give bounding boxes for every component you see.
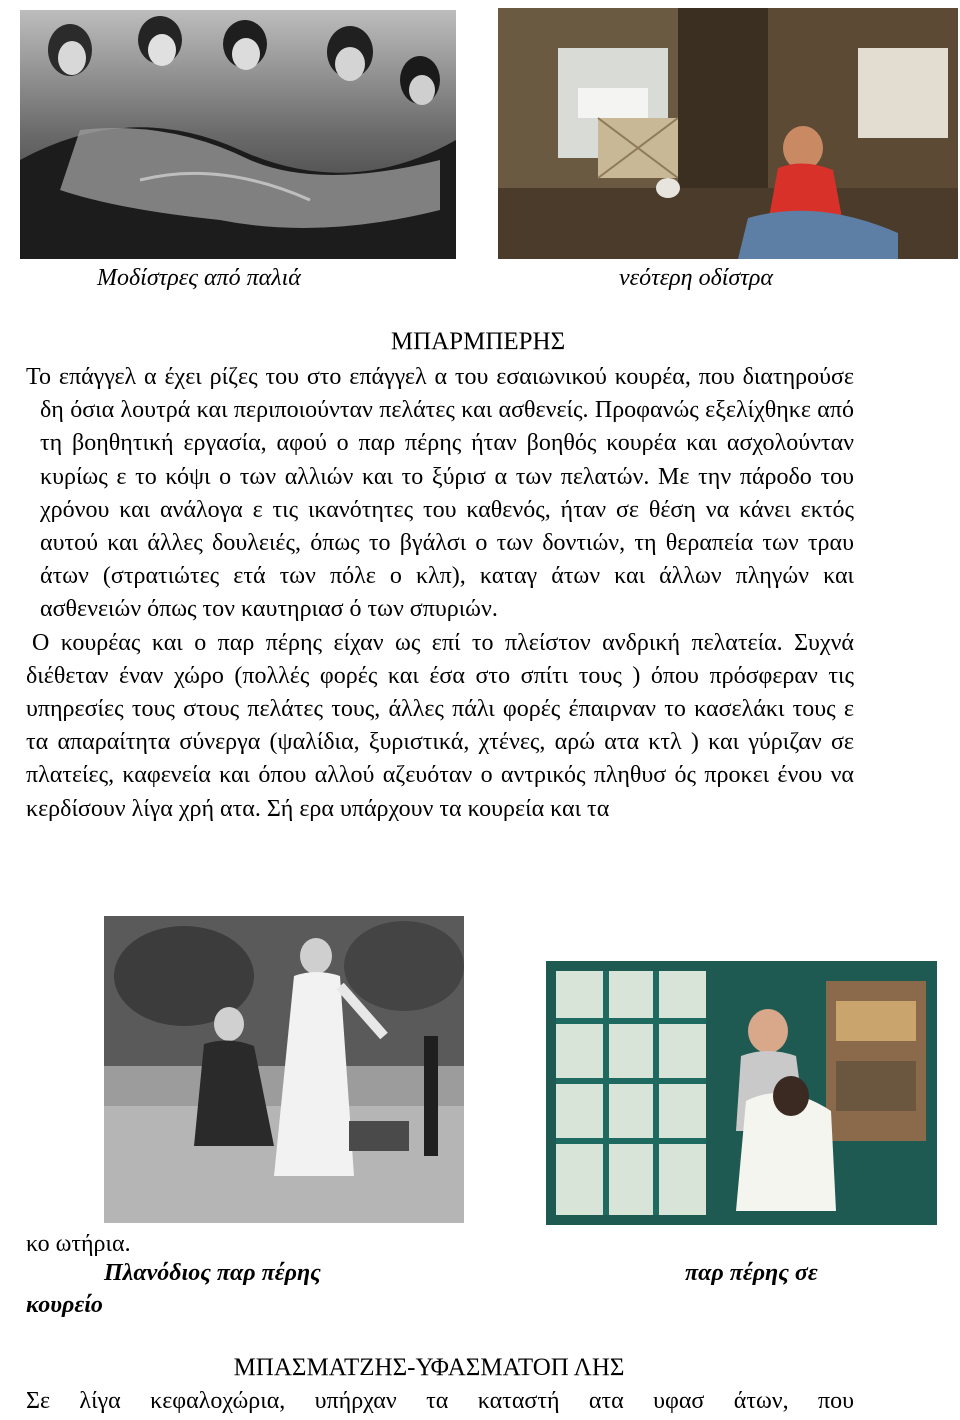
photo-barber-shop <box>546 961 937 1225</box>
barber-paragraph-1: Το επάγγελ α έχει ρίζες του στο επάγγελ α του εσαιωνικού κουρέα, που διατηρούσε δη όσια λουτρά και περιποιούνταν πελάτες και ασθενείς. Προφανώς εξελίχθηκε από τη βοηθητική εργασία, αφού ο παρ πέρης ήταν βοηθός κουρέα και ασχολούνταν κυρίως ε το κόψι ο των αλλιών και το ξύρισ α των πελατών. Με την πάροδο του χρόνου και ανάλογα ε τις ικανότητες του καθενός, ήταν σε θέση να κάνει εκτός αυτού και άλλες δουλειές, όπως το βγάλσι ο των δοντιών, τη θεραπεία των τραυ άτων (στρατιώτες ετά των πόλε ο κλπ), καταγ άτων και άλλων πληγών και ασθενειών όπως τον καυτηριασ ό των σπυριών. <box>26 364 854 623</box>
caption-old-dressmakers: Μοδίστρες από παλιά <box>97 265 301 291</box>
caption-barber-shop-line1: παρ πέρης σε <box>685 1260 818 1286</box>
caption-barber-shop-line2: κουρείο <box>26 1292 103 1318</box>
itinerant-barber-image <box>104 916 464 1223</box>
barber-continuation-text: κο ωτήρια. <box>26 1231 131 1257</box>
fabric-seller-text <box>26 1385 854 1418</box>
fabric-seller-paragraph-1: Σε λίγα κεφαλοχώρια, υπήρχαν τα καταστή ατα υφασ άτων, που <box>26 1388 854 1414</box>
photo-modern-dressmaker <box>498 8 958 259</box>
old-dressmakers-image <box>20 10 456 259</box>
photo-itinerant-barber <box>104 916 464 1223</box>
photo-old-dressmakers <box>20 10 456 259</box>
caption-modern-dressmaker: νεότερη οδίστρα <box>619 265 773 291</box>
modern-dressmaker-image <box>498 8 958 259</box>
barber-shop-image <box>546 961 937 1225</box>
caption-itinerant-barber: Πλανόδιος παρ πέρης <box>104 1260 321 1286</box>
section-title-barber: ΜΠΑΡΜΠΕΡΗΣ <box>390 328 566 355</box>
barber-continuation <box>26 1228 854 1261</box>
section-title-fabric-seller: ΜΠΑΣΜΑΤΖΗΣ-ΥΦΑΣΜΑΤΟΠ ΛΗΣ <box>233 1354 625 1381</box>
barber-paragraph-2: Ο κουρέας και ο παρ πέρης είχαν ως επί το πλείστον ανδρική πελατεία. Συχνά διέθεταν έναν χώρο (πολλές φορές και έσα στο σπίτι τους ) όπου πρόσφεραν τις υπηρεσίες τους στους πελάτες τους, άλλες πάλι φορές έπαιρναν το κασελάκι τους ε τα απαραίτητα σύνεργα (ψαλίδια, ξυριστικά, χτένες, αρώ ατα κτλ ) και γύριζαν σε πλατείες, καφενεία και όπου αλλού αζευόταν ο αντρικός πληθυσ ός προκει ένου να κερδίσουν λίγα χρή ατα. Σή ερα υπάρχουν τα κουρεία και τα <box>26 629 854 822</box>
barber-text <box>26 361 854 826</box>
